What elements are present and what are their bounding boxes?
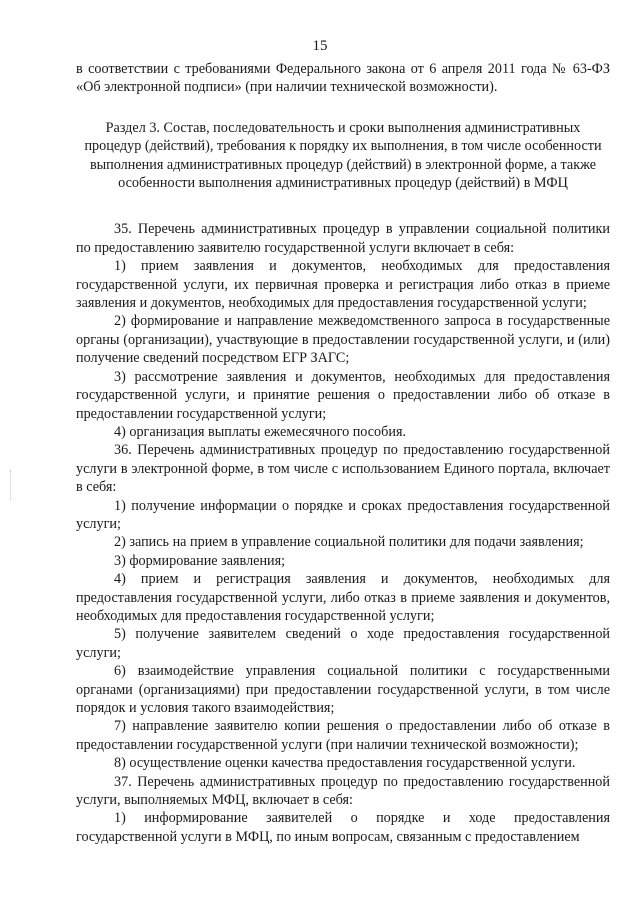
paragraph-35: 35. Перечень административных процедур в управлении социальной политики по предоставлению заявителю государственной услуги включает в себя:	[76, 221, 610, 256]
list-item: 3) рассмотрение заявления и документов, необходимых для предоставления государственной услуги, и принятие решения о предоставлении либо об отказе в предоставлении государственной услуги;	[76, 368, 610, 422]
section-title: Раздел 3. Состав, последовательность и сроки выполнения административных процедур (действий), требования к порядку их выполнения, в том числе особенности выполнения административных процедур (действий) в электронной форме, а также особенности выполнения административных процедур (действий) в МФЦ	[84, 119, 602, 192]
margin-mark	[10, 470, 13, 500]
list-item: 3) формирование заявления;	[114, 552, 286, 569]
list-item: 8) осуществление оценки качества предоставления государственной услуги.	[114, 755, 576, 772]
list-item: 1) получение информации о порядке и сроках предоставления государственной услуги;	[76, 497, 610, 532]
list-item: 4) организация выплаты ежемесячного пособия.	[114, 423, 407, 440]
list-item: 4) прием и регистрация заявления и документов, необходимых для предоставления государственной услуги, либо отказ в приеме заявления и документов, необходимых для предоставления государственной услуги;	[76, 571, 610, 624]
list-item: 2) формирование и направление межведомственного запроса в государственные органы (организации), участвующие в предоставлении государственной услуги, и (или) получение сведений посредством ЕГР ЗАГС;	[76, 313, 610, 367]
list-item: 1) прием заявления и документов, необходимых для предоставления государственной услуги, их первичная проверка и регистрация либо отказ в приеме заявления и документов, необходимых для предоставления государственной услуги;	[76, 258, 610, 312]
document-body	[76, 60, 610, 846]
page-number: 15	[312, 38, 328, 54]
list-item: 2) запись на прием в управление социальной политики для подачи заявления;	[114, 534, 584, 551]
paragraph-36: 36. Перечень административных процедур по предоставлению государственной услуги в электронной форме, в том числе с использованием Единого портала, включает в себя:	[76, 442, 610, 496]
list-item: 7) направление заявителю копии решения о предоставлении либо об отказе в предоставлении государственной услуги (при наличии технической возможности);	[76, 718, 610, 753]
list-item: 5) получение заявителем сведений о ходе предоставления государственной услуги;	[76, 626, 610, 661]
list-item: 6) взаимодействие управления социальной политики с государственными органами (организациями) при предоставлении государственной услуги, в том числе порядок и условия такого взаимодействия;	[76, 663, 610, 716]
intro-paragraph: в соответствии с требованиями Федерального закона от 6 апреля 2011 года № 63-ФЗ «Об электронной подписи» (при наличии технической возможности).	[76, 61, 610, 96]
paragraph-37: 37. Перечень административных процедур по предоставлению государственной услуги, выполняемых МФЦ, включает в себя:	[76, 773, 610, 809]
list-item: 1) информирование заявителей о порядке и ходе предоставления государственной услуги в МФЦ, по иным вопросам, связанным с предоставлением	[76, 810, 610, 845]
